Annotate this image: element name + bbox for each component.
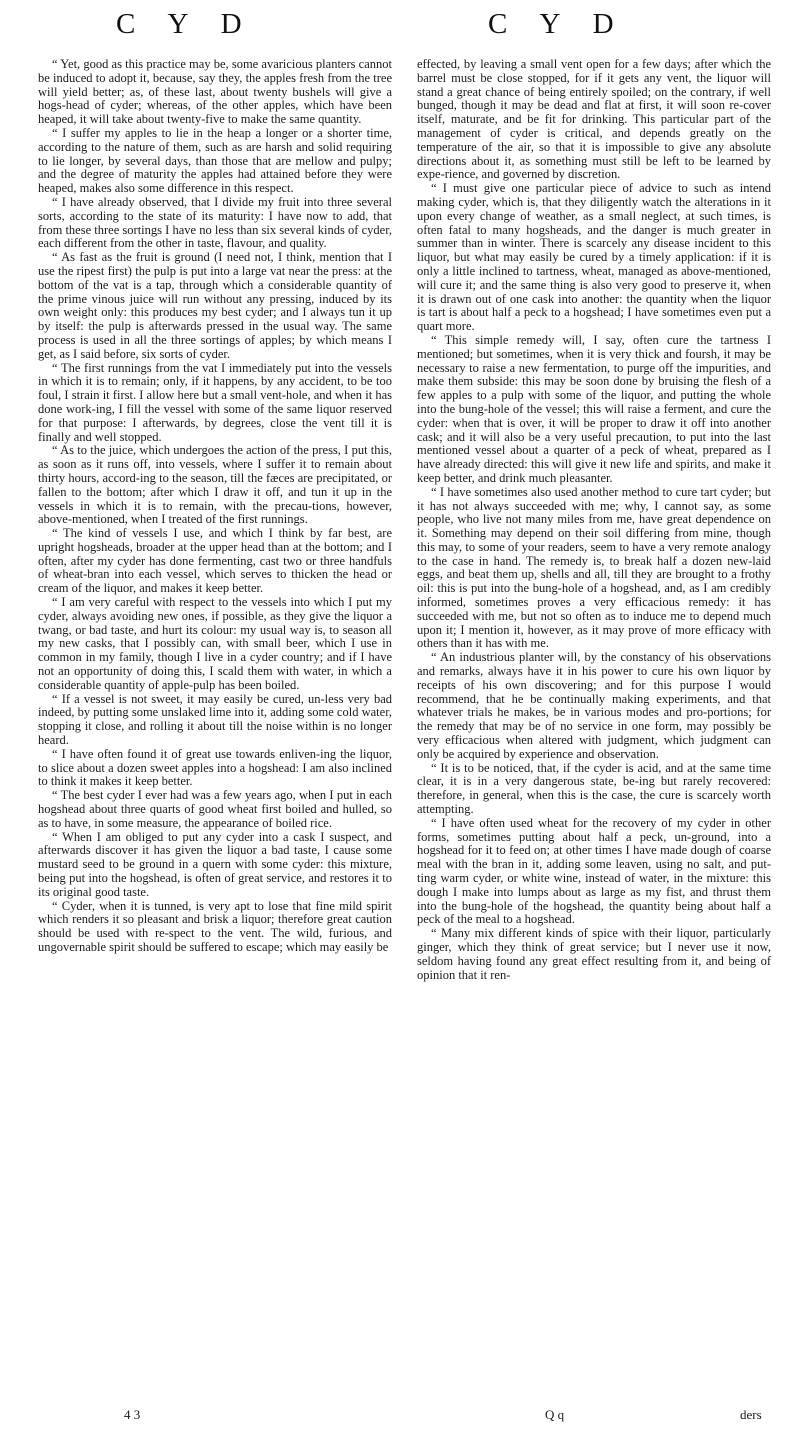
left-column [38,58,392,955]
paragraph: “ The best cyder I ever had was a few years ago, when I put in each hogshead about three quarts of good wheat first boiled and hulled, so as to have, in some measure, the appearance of boiled rice. [38,788,392,830]
paragraph: “ Cyder, when it is tunned, is very apt to lose that fine mild spirit which renders it so pleasant and brisk a liquor; therefore great caution should be used with re-spect to the vent. The wild, furious, and ungovernable spirit should be suffered to escape; which may easily be [38,898,392,954]
signature-mark-right: Q q [545,1407,565,1422]
paragraph: “ An industrious planter will, by the constancy of his observations and remarks, always have it in his power to cure his own liquor by receipts of his own discovering; and for this purpose I would recommend, that he be continually making experiments, and that whatever trials he makes, be in various modes and pro-portions; for the remedy that may be of no service in one form, may possibly be very efficacious when altered with judgment, which judgment can only be acquired by experience and observation. [417,650,771,761]
paragraph: “ This simple remedy will, I say, often cure the tartness I mentioned; but sometimes, when it is very thick and foursh, it may be necessary to raise a new fermentation, to purge off the impurities, and make them subside: this may be soon done by bruising the flesh of a few apples to a pulp with some of the liquor, and putting the whole into the bung-hole of the vessel; this will raise a ferment, and cure the cyder: when that is over, it will be proper to draw it off into another cask; and it will also be a very useful precaution, to put into the last mentioned vessel about a quarter of a peck of wheat, prepared as I have already directed: this will give it new life and spirits, and make it keep better, and drink much pleasanter. [417,332,771,485]
paragraph: “ Yet, good as this practice may be, some avaricious planters cannot be induced to adopt it, because, say they, the apples fresh from the tree will yield better; as, of these last, about twenty bushels will give a hogs-head of cyder; whereas, of the other apples, which have been heaped, it will take about twenty-five to make the same quantity. [38,57,392,127]
paragraph: “ I have already observed, that I divide my fruit into three several sorts, according to the state of its maturity: I have now to add, that from these three sortings I have no less than six several kinds of cyder, each different from the other in taste, flavour, and quality. [38,194,392,251]
paragraph: “ I suffer my apples to lie in the heap a longer or a shorter time, according to the nature of them, such as are harsh and solid requiring to lie longer, by several days, than those that are mellow and pulpy; and the degree of maturity the apples had attained before they were heaped, makes also some difference in this respect. [38,125,392,196]
paragraph: “ I am very careful with respect to the vessels into which I put my cyder, always avoiding new ones, if possible, as they give the liquor a twang, or bad taste, and hurt its colour: my usual way is, to season all my new casks, that I possibly can, with small beer, which I use in common in my family, though I live in a cyder country; and if I have not an opportunity of doing this, I scald them with water, in which a considerable quantity of apple-pulp has been boiled. [38,595,392,692]
catchword: ders [740,1407,762,1422]
paragraph: “ Many mix different kinds of spice with their liquor, particularly ginger, which they think of great service; but I never use it now, seldom having found any great effect resulting from it, and being of opinion that it ren- [417,926,771,982]
paragraph: “ The first runnings from the vat I immediately put into the vessels in which it is to remain; only, if it happens, by any accident, to be too foul, I strain it first. I allow here but a small vent-hole, and when it has done work-ing, I fill the vessel with some of the same liquor reserved for that purpose: I afterwards, by degrees, close the vent till it is finally and well stopped. [38,360,392,444]
header-right: C Y D [488,8,627,40]
signature-mark-left: 4 3 [124,1407,141,1422]
paragraph: “ When I am obliged to put any cyder into a cask I suspect, and afterwards discover it has given the liquor a bad taste, I cause some mustard seed to be ground in a quern with some cyder: this mixture, being put into the hogshead, is often of great service, and restores it to its original good taste. [38,829,392,899]
paragraph: “ I must give one particular piece of advice to such as intend making cyder, which is, that they diligently watch the alterations in it upon every change of weather, as a small neglect, at such times, is often fatal to many hogsheads, and the danger is much greater in summer than in winter. There is scarcely any disease incident to this liquor, but what may easily be cured by a timely application: if it is only a little inclined to tartness, wheat, managed as above-mentioned, will cure it; and the same thing is also very good to preserve it, when it is drawn out of one cask into another: the quantity when the liquor is tart is about half a peck to a hogshead; I have sometimes even put a quart more. [417,181,771,334]
paragraph: “ I have sometimes also used another method to cure tart cyder; but it has not always succeeded with me; why, I cannot say, as some people, who live not many miles from me, have great dependence on it. Something may depend on their soil differing from mine, though this may, to some of your readers, seem to have a very remote analogy to the case in hand. The remedy is, to break half a dozen new-laid eggs, and beat them up, shells and all, till they are brought to a frothy oil: this is put into the bung-hole of a hogshead, and, as I am credibly informed, sometimes proves a very efficacious remedy: it has succeeded with me, but not so often as to induce me to depend much upon it; I mention it, however, as it may prove of more efficacy with others than it has with me. [417,484,771,651]
paragraph: “ As to the juice, which undergoes the action of the press, I put this, as soon as it runs off, into vessels, where I suffer it to remain about thirty hours, accord-ing to the season, till the fæces are precipitated, or fallen to the bottom; after which I draw it off, and tun it up in the vessels in which it is to remain, with the precau-tions, however, above-mentioned, when I treated of the first runnings. [38,443,392,527]
right-column [417,58,771,982]
running-header [0,8,800,48]
paragraph: “ As fast as the fruit is ground (I need not, I think, mention that I use the ripest first) the pulp is put into a large vat near the press: at the bottom of the vat is a tap, through which a considerable quantity of the prime vinous juice will run without any pressing, induced by its own weight only: this produces my best cyder; and I always tun it up by itself: the pulp is afterwards pressed in the usual way. The same process is used in all the three sortings of apples; by which means I get, as I said before, six sorts of cyder. [38,250,392,361]
paragraph: “ It is to be noticed, that, if the cyder is acid, and at the same time clear, it is in a very dangerous state, be-ing but rarely recovered: therefore, in general, when this is the case, the cure is scarcely worth attempting. [417,760,771,817]
page-footer [0,1407,800,1427]
header-left: C Y D [116,8,255,40]
paragraph: “ If a vessel is not sweet, it may easily be cured, un-less very bad indeed, by putting some unslaked lime into it, adding some cold water, stopping it close, and rolling it about till the noise within is no longer heard. [38,691,392,748]
paragraph: “ I have often found it of great use towards enliven-ing the liquor, to slice about a dozen sweet apples into a hogshead: I am also inclined to think it makes it keep better. [38,746,392,789]
paragraph: effected, by leaving a small vent open for a few days; after which the barrel must be close stopped, for if it gets any vent, the liquor will stand a great chance of being entirely spoiled; on the contrary, if well bunged, though it may be dead and flat at first, it will soon re-cover itself, maturate, and be fit for drinking. This particular part of the management of cyder is critical, and depends greatly on the temperature of the air, so that it is impossible to give any absolute directions about it, as something must still be left to be learned by expe-rience, and governed by discretion. [417,57,771,182]
paragraph: “ The kind of vessels I use, and which I think by far best, are upright hogsheads, broader at the upper head than at the bottom; and I often, after my cyder has done fermenting, cast two or three handfuls of wheat-bran into each vessel, which serves to thicken the head or cream of the liquor, and makes it keep better. [38,526,392,596]
paragraph: “ I have often used wheat for the recovery of my cyder in other forms, sometimes putting about half a peck, un-ground, into a hogshead for it to feed on; at other times I have made dough of coarse meal with the bran in it, adding some leaven, using no salt, and put-ting warm cyder, or white wine, instead of water, in the mixture: this dough I make into lumps about as large as my fist, and thrust them into the bung-hole of the hogshead, the quantity being about half a peck of the meal to a hogshead. [417,815,771,927]
